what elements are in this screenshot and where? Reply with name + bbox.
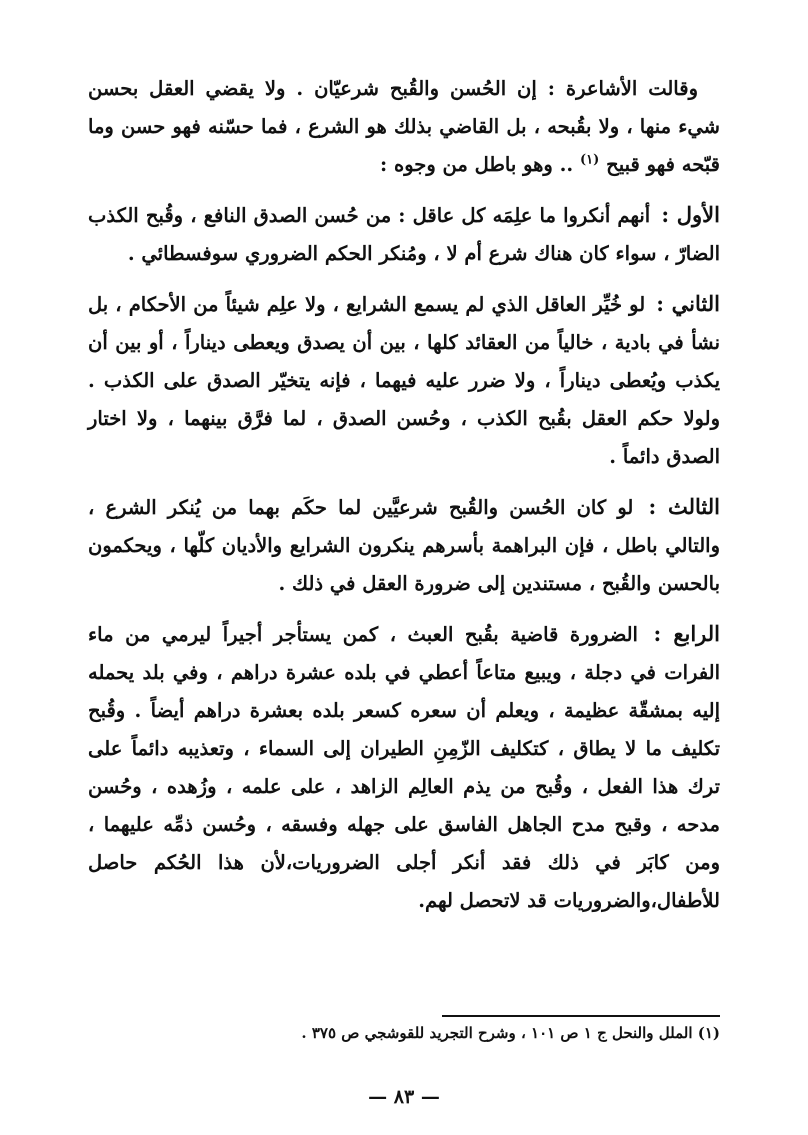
paragraph-heading: الأول :: [661, 202, 720, 227]
main-text: [88, 70, 720, 920]
paragraph-fourth: [88, 615, 720, 920]
paragraph-third: [88, 488, 720, 603]
page-number: — ٨٣ —: [368, 1086, 440, 1108]
paragraph-intro: [88, 70, 720, 184]
paragraph-text: وقالت الأشاعرة : إن الحُسن والقُبح شرعيّان . ولا يقضي العقل بحسن شيء منها ، ولا بقُبحه ، بل القاضي بذلك هو الشرع ، فما حسّنه فهو حسن وما قبّحه فهو قبيح: [88, 77, 720, 176]
paragraph-second: [88, 285, 720, 476]
paragraph-text: أنهم أنكروا ما علِمَه كل عاقل : من حُسن الصدق النافع ، وقُبح الكذب الضارّ ، سواء كان هناك شرع أم لا ، ومُنكر الحكم الضروري سوفسطائي .: [88, 204, 720, 265]
paragraph-text: لو خُيِّر العاقل الذي لم يسمع الشرايع ، ولا علِم شيئاً من الأحكام ، بل نشأ في بادية ، خالياً من العقائد كلها ، بين أن يصدق ويعطى ديناراً ، أو بين أن يكذب ويُعطى ديناراً ، ولا ضرر عليه فيهما ، فإنه يتخيّر الصدق على الكذب . ولولا حكم العقل بقُبح الكذب ، وحُسن الصدق ، لما فرَّق بينهما ، ولا اختار الصدق دائماً .: [88, 293, 720, 468]
paragraph-tail: .. وهو باطل من وجوه :: [380, 153, 581, 176]
paragraph-text: لو كان الحُسن والقُبح شرعيَّين لما حكَم بهما من يُنكر الشرع ، والتالي باطل ، فإن البراهمة بأسرهم ينكرون الشرايع والأديان كلّها ، ويحكمون بالحسن والقُبح ، مستندين إلى ضرورة العقل في ذلك .: [88, 496, 720, 595]
footnote-reference: (١): [580, 152, 600, 168]
paragraph-heading: الثاني :: [656, 291, 720, 316]
footnote: (١) الملل والنحل ج ١ ص ١٠١ ، وشرح التجريد للقوشجي ص ٣٧٥ .: [301, 1024, 720, 1042]
paragraph-text: الضرورة قاضية بقُبح العبث ، كمن يستأجر أجيراً ليرمي من ماء الفرات في دجلة ، ويبيع متاعاً أعطي في بلده عشرة دراهم ، وفي بلد يحمله إليه بمشقّة عظيمة ، ويعلم أن سعره كسعر بلده بعشرة دراهم أيضاً . وقُبح تكليف ما لا يطاق ، كتكليف الزّمِنِ الطيران إلى السماء ، وتعذيبه دائماً على ترك هذا الفعل ، وقُبح من يذم العالِم الزاهد ، على علمه ، وزُهده ، وحُسن مدحه ، وقبح مدح الجاهل الفاسق على جهله وفسقه ، وحُسن ذمِّه عليهما ، ومن كابَر في ذلك فقد أنكر أجلى الضروريات،لأن هذا الحُكم حاصل للأطفال،والضروريات قد لاتحصل لهم.: [88, 623, 720, 912]
paragraph-first: [88, 196, 720, 273]
paragraph-heading: الرابع :: [653, 621, 721, 646]
footnote-divider: [442, 1015, 720, 1017]
paragraph-heading: الثالث :: [648, 494, 720, 519]
